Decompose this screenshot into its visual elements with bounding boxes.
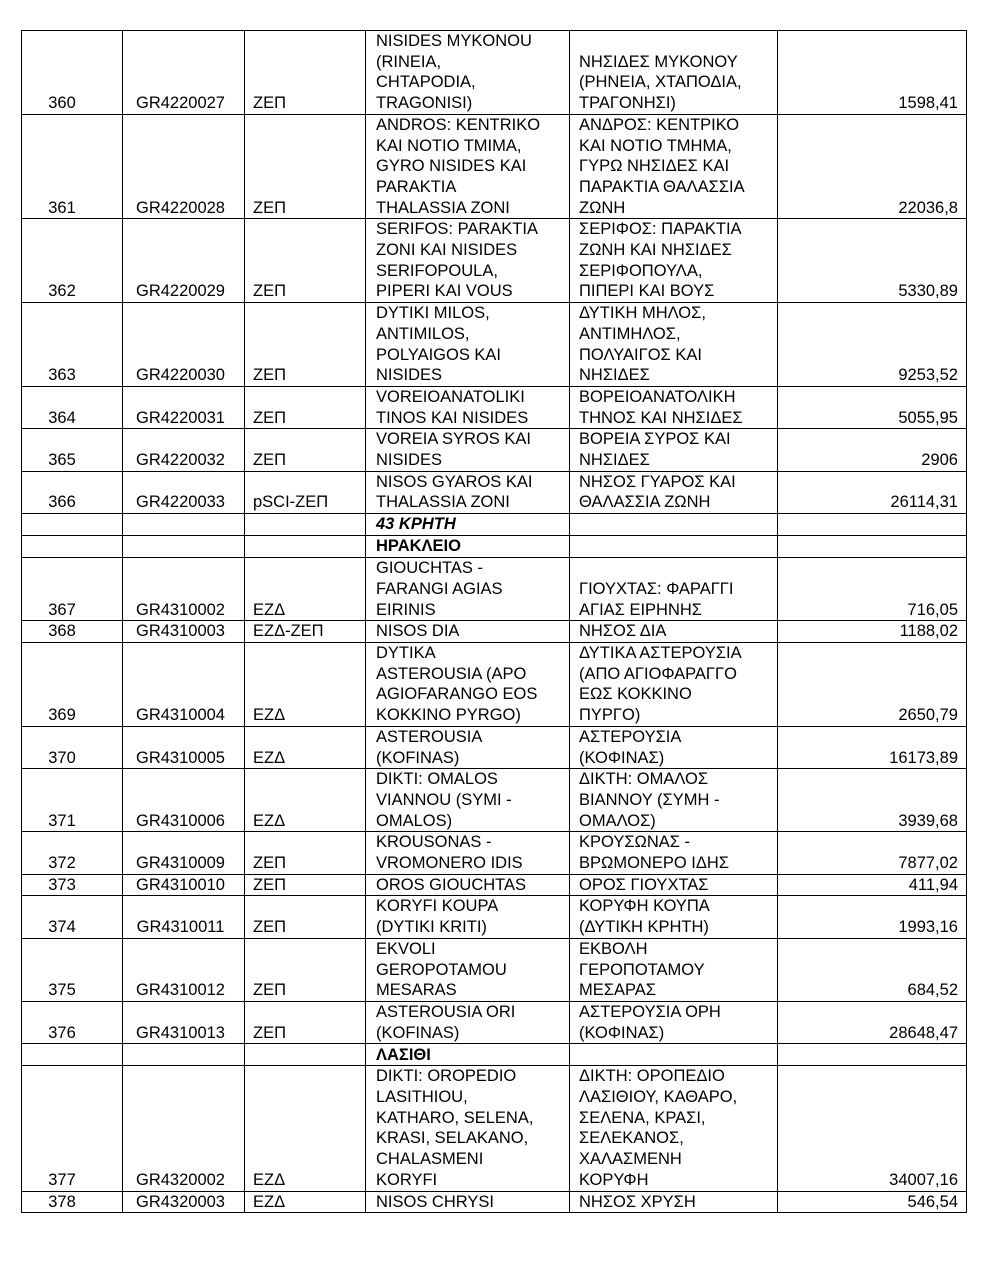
site-type: ΕΖΔ [245, 769, 366, 832]
table-row [22, 832, 967, 874]
site-name-latin: EKVOLI GEROPOTAMOU MESARAS [366, 938, 570, 1001]
site-type: ΕΖΔ [245, 642, 366, 726]
site-name-greek: ΝΗΣΟΣ ΔΙΑ [570, 621, 778, 643]
empty-cell [245, 1044, 366, 1066]
site-type: ΕΖΔ [245, 558, 366, 621]
site-name-greek: ΑΣΤΕΡΟΥΣΙΑ ΟΡΗ (ΚΟΦΙΝΑΣ) [570, 1001, 778, 1043]
site-area: 5330,89 [778, 219, 967, 303]
site-area: 28648,47 [778, 1001, 967, 1043]
site-name-greek: ΕΚΒΟΛΗ ΓΕΡΟΠΟΤΑΜΟΥ ΜΕΣΑΡΑΣ [570, 938, 778, 1001]
section-title: 43 ΚΡΗΤΗ [366, 514, 570, 536]
section-header-row [22, 514, 967, 536]
site-name-greek: ΚΡΟΥΣΩΝΑΣ - ΒΡΩΜΟΝΕΡΟ ΙΔΗΣ [570, 832, 778, 874]
site-name-greek: ΝΗΣΟΣ ΧΡΥΣΗ [570, 1191, 778, 1213]
site-name-latin: GIOUCHTAS - FARANGI AGIAS EIRINIS [366, 558, 570, 621]
site-code: GR4220027 [123, 31, 245, 115]
site-number: 361 [22, 114, 123, 219]
site-type: ΖΕΠ [245, 219, 366, 303]
site-code: GR4220031 [123, 386, 245, 428]
site-number: 362 [22, 219, 123, 303]
site-name-latin: NISOS DIA [366, 621, 570, 643]
empty-cell [22, 536, 123, 558]
table-row [22, 114, 967, 219]
table-row [22, 1001, 967, 1043]
section-header-row [22, 536, 967, 558]
site-name-latin: KORYFI KOUPA (DYTIKI KRITI) [366, 896, 570, 938]
table-row [22, 769, 967, 832]
sites-table [21, 30, 967, 1213]
site-area: 1598,41 [778, 31, 967, 115]
empty-cell [123, 536, 245, 558]
site-name-latin: ANDROS: KENTRIKO KAI NOTIO TMIMA, GYRO NISIDES KAI PARAKTIA THALASSIA ZONI [366, 114, 570, 219]
table-row [22, 1191, 967, 1213]
site-area: 411,94 [778, 874, 967, 896]
site-name-latin: VOREIOANATOLIKI TINOS KAI NISIDES [366, 386, 570, 428]
site-name-latin: OROS GIOUCHTAS [366, 874, 570, 896]
site-name-latin: NISIDES MYKONOU (RINEIA, CHTAPODIA, TRAGONISI) [366, 31, 570, 115]
site-code: GR4310012 [123, 938, 245, 1001]
site-code: GR4310004 [123, 642, 245, 726]
site-name-greek: ΔΥΤΙΚΗ ΜΗΛΟΣ, ΑΝΤΙΜΗΛΟΣ, ΠΟΛΥΑΙΓΟΣ ΚΑΙ ΝΗΣΙΔΕΣ [570, 303, 778, 387]
site-name-latin: KROUSONAS - VROMONERO IDIS [366, 832, 570, 874]
empty-cell [778, 514, 967, 536]
site-code: GR4220033 [123, 471, 245, 513]
site-name-latin: NISOS GYAROS KAI THALASSIA ZONI [366, 471, 570, 513]
site-area: 1188,02 [778, 621, 967, 643]
site-type: ΖΕΠ [245, 386, 366, 428]
site-code: GR4220029 [123, 219, 245, 303]
site-number: 373 [22, 874, 123, 896]
site-number: 367 [22, 558, 123, 621]
site-area: 716,05 [778, 558, 967, 621]
table-row [22, 726, 967, 768]
site-name-greek: ΟΡΟΣ ΓΙΟΥΧΤΑΣ [570, 874, 778, 896]
site-name-greek: ΚΟΡΥΦΗ ΚΟΥΠΑ (ΔΥΤΙΚΗ ΚΡΗΤΗ) [570, 896, 778, 938]
site-area: 2650,79 [778, 642, 967, 726]
table-row [22, 558, 967, 621]
site-type: ΕΖΔ [245, 1191, 366, 1213]
site-type: pSCI-ΖΕΠ [245, 471, 366, 513]
site-name-greek: ΒΟΡΕΙΑ ΣΥΡΟΣ ΚΑΙ ΝΗΣΙΔΕΣ [570, 429, 778, 471]
site-number: 375 [22, 938, 123, 1001]
site-name-latin: VOREIA SYROS KAI NISIDES [366, 429, 570, 471]
site-number: 378 [22, 1191, 123, 1213]
site-name-greek: ΔΙΚΤΗ: ΟΜΑΛΟΣ ΒΙΑΝΝΟΥ (ΣΥΜΗ - ΟΜΑΛΟΣ) [570, 769, 778, 832]
site-name-latin: DIKTI: OMALOS VIANNOU (SYMI - OMALOS) [366, 769, 570, 832]
site-type: ΖΕΠ [245, 938, 366, 1001]
site-code: GR4220030 [123, 303, 245, 387]
site-type: ΖΕΠ [245, 896, 366, 938]
site-type: ΖΕΠ [245, 303, 366, 387]
table-row [22, 874, 967, 896]
site-number: 370 [22, 726, 123, 768]
table-row [22, 219, 967, 303]
site-number: 374 [22, 896, 123, 938]
empty-cell [245, 536, 366, 558]
site-number: 365 [22, 429, 123, 471]
site-type: ΖΕΠ [245, 1001, 366, 1043]
sites-table-body [22, 31, 967, 1213]
site-name-greek: ΔΙΚΤΗ: ΟΡΟΠΕΔΙΟ ΛΑΣΙΘΙΟΥ, ΚΑΘΑΡΟ, ΣΕΛΕΝΑ, ΚΡΑΣΙ, ΣΕΛΕΚΑΝΟΣ, ΧΑΛΑΣΜΕΝΗ ΚΟΡΥΦΗ [570, 1066, 778, 1191]
empty-cell [778, 536, 967, 558]
site-type: ΖΕΠ [245, 429, 366, 471]
section-title: ΗΡΑΚΛΕΙΟ [366, 536, 570, 558]
site-number: 366 [22, 471, 123, 513]
site-name-greek: ΒΟΡΕΙΟΑΝΑΤΟΛΙΚΗ ΤΗΝΟΣ ΚΑΙ ΝΗΣΙΔΕΣ [570, 386, 778, 428]
site-area: 3939,68 [778, 769, 967, 832]
site-code: GR4310009 [123, 832, 245, 874]
site-area: 684,52 [778, 938, 967, 1001]
empty-cell [570, 536, 778, 558]
table-row [22, 429, 967, 471]
site-area: 546,54 [778, 1191, 967, 1213]
site-area: 7877,02 [778, 832, 967, 874]
site-type: ΖΕΠ [245, 832, 366, 874]
site-name-latin: SERIFOS: PARAKTIA ZONI KAI NISIDES SERIFOPOULA, PIPERI KAI VOUS [366, 219, 570, 303]
site-code: GR4220028 [123, 114, 245, 219]
site-code: GR4310002 [123, 558, 245, 621]
site-name-latin: DIKTI: OROPEDIO LASITHIOU, KATHARO, SELENA, KRASI, SELAKANO, CHALASMENI KORYFI [366, 1066, 570, 1191]
site-area: 34007,16 [778, 1066, 967, 1191]
site-type: ΕΖΔ [245, 726, 366, 768]
site-name-greek: ΑΝΔΡΟΣ: ΚΕΝΤΡΙΚΟ ΚΑΙ ΝΟΤΙΟ ΤΜΗΜΑ, ΓΥΡΩ ΝΗΣΙΔΕΣ ΚΑΙ ΠΑΡΑΚΤΙΑ ΘΑΛΑΣΣΙΑ ΖΩΝΗ [570, 114, 778, 219]
table-row [22, 386, 967, 428]
empty-cell [570, 514, 778, 536]
empty-cell [22, 514, 123, 536]
site-area: 26114,31 [778, 471, 967, 513]
empty-cell [22, 1044, 123, 1066]
site-area: 9253,52 [778, 303, 967, 387]
empty-cell [245, 514, 366, 536]
document-page [21, 30, 966, 1213]
site-name-latin: ASTEROUSIA (KOFINAS) [366, 726, 570, 768]
site-code: GR4220032 [123, 429, 245, 471]
site-number: 364 [22, 386, 123, 428]
empty-cell [778, 1044, 967, 1066]
site-code: GR4320003 [123, 1191, 245, 1213]
site-number: 377 [22, 1066, 123, 1191]
site-name-greek: ΝΗΣΟΣ ΓΥΑΡΟΣ ΚΑΙ ΘΑΛΑΣΣΙΑ ΖΩΝΗ [570, 471, 778, 513]
site-code: GR4310005 [123, 726, 245, 768]
site-code: GR4320002 [123, 1066, 245, 1191]
site-code: GR4310003 [123, 621, 245, 643]
site-name-latin: NISOS CHRYSI [366, 1191, 570, 1213]
site-name-latin: DYTIKA ASTEROUSIA (APO AGIOFARANGO EOS KOKKINO PYRGO) [366, 642, 570, 726]
site-name-greek: ΔΥΤΙΚΑ ΑΣΤΕΡΟΥΣΙΑ (ΑΠΟ ΑΓΙΟΦΑΡΑΓΓΟ ΕΩΣ ΚΟΚΚΙΝΟ ΠΥΡΓΟ) [570, 642, 778, 726]
empty-cell [123, 1044, 245, 1066]
site-code: GR4310006 [123, 769, 245, 832]
table-row [22, 31, 967, 115]
site-area: 2906 [778, 429, 967, 471]
table-row [22, 938, 967, 1001]
site-number: 360 [22, 31, 123, 115]
site-type: ΕΖΔ-ΖΕΠ [245, 621, 366, 643]
table-row [22, 642, 967, 726]
site-number: 368 [22, 621, 123, 643]
site-type: ΖΕΠ [245, 31, 366, 115]
site-code: GR4310011 [123, 896, 245, 938]
section-header-row [22, 1044, 967, 1066]
site-number: 371 [22, 769, 123, 832]
site-area: 22036,8 [778, 114, 967, 219]
empty-cell [570, 1044, 778, 1066]
site-number: 376 [22, 1001, 123, 1043]
site-type: ΕΖΔ [245, 1066, 366, 1191]
site-type: ΖΕΠ [245, 114, 366, 219]
table-row [22, 471, 967, 513]
table-row [22, 896, 967, 938]
table-row [22, 621, 967, 643]
site-number: 372 [22, 832, 123, 874]
site-number: 363 [22, 303, 123, 387]
empty-cell [123, 514, 245, 536]
site-code: GR4310010 [123, 874, 245, 896]
site-area: 5055,95 [778, 386, 967, 428]
site-name-greek: ΝΗΣΙΔΕΣ ΜΥΚΟΝΟΥ (ΡΗΝΕΙΑ, ΧΤΑΠΟΔΙΑ, ΤΡΑΓΟΝΗΣΙ) [570, 31, 778, 115]
section-title: ΛΑΣΙΘΙ [366, 1044, 570, 1066]
site-name-greek: ΣΕΡΙΦΟΣ: ΠΑΡΑΚΤΙΑ ΖΩΝΗ ΚΑΙ ΝΗΣΙΔΕΣ ΣΕΡΙΦΟΠΟΥΛΑ, ΠΙΠΕΡΙ ΚΑΙ ΒΟΥΣ [570, 219, 778, 303]
site-name-latin: ASTEROUSIA ORI (KOFINAS) [366, 1001, 570, 1043]
site-area: 16173,89 [778, 726, 967, 768]
site-area: 1993,16 [778, 896, 967, 938]
site-type: ΖΕΠ [245, 874, 366, 896]
table-row [22, 1066, 967, 1191]
table-row [22, 303, 967, 387]
site-name-greek: ΑΣΤΕΡΟΥΣΙΑ (ΚΟΦΙΝΑΣ) [570, 726, 778, 768]
site-name-greek: ΓΙΟΥΧΤΑΣ: ΦΑΡΑΓΓΙ ΑΓΙΑΣ ΕΙΡΗΝΗΣ [570, 558, 778, 621]
site-number: 369 [22, 642, 123, 726]
site-code: GR4310013 [123, 1001, 245, 1043]
site-name-latin: DYTIKI MILOS, ANTIMILOS, POLYAIGOS KAI NISIDES [366, 303, 570, 387]
